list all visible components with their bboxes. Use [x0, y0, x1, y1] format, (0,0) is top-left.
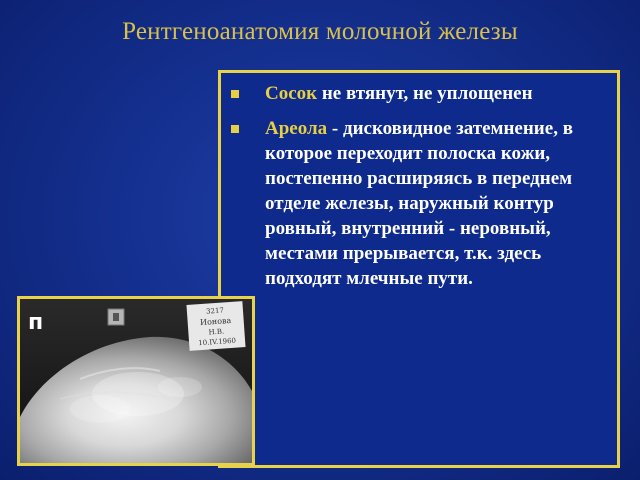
bullet-text: не втянут, не уплощенен	[317, 83, 533, 104]
content-box	[218, 70, 620, 468]
marker-letter: п	[28, 310, 44, 335]
slide-title: Рентгеноанатомия молочной железы	[122, 18, 518, 45]
bullet-areola	[221, 116, 617, 291]
bullet-text: - дисковидное затемнение, в которое переходит полоска кожи, постепенно расширяясь в переднем отделе железы, наружный контур ровный, внутренний - неровный, местами прерывается, т.к. здесь подходят млечные пути.	[265, 118, 573, 289]
bullet-square-icon	[231, 90, 239, 98]
mammogram-image	[17, 296, 255, 466]
bullet-square-icon	[231, 125, 239, 133]
label-line: 3217	[205, 306, 225, 316]
bullet-term: Ареола	[265, 118, 328, 139]
bullet-list	[221, 73, 617, 291]
label-line: 10.IV.1960	[197, 336, 237, 348]
bullet-term: Сосок	[265, 83, 318, 104]
label-line: Ионова	[199, 315, 232, 328]
patient-label	[186, 301, 245, 351]
mammogram-picture	[20, 299, 252, 463]
bullet-nipple	[221, 81, 617, 106]
label-line: Н.В.	[208, 327, 225, 337]
